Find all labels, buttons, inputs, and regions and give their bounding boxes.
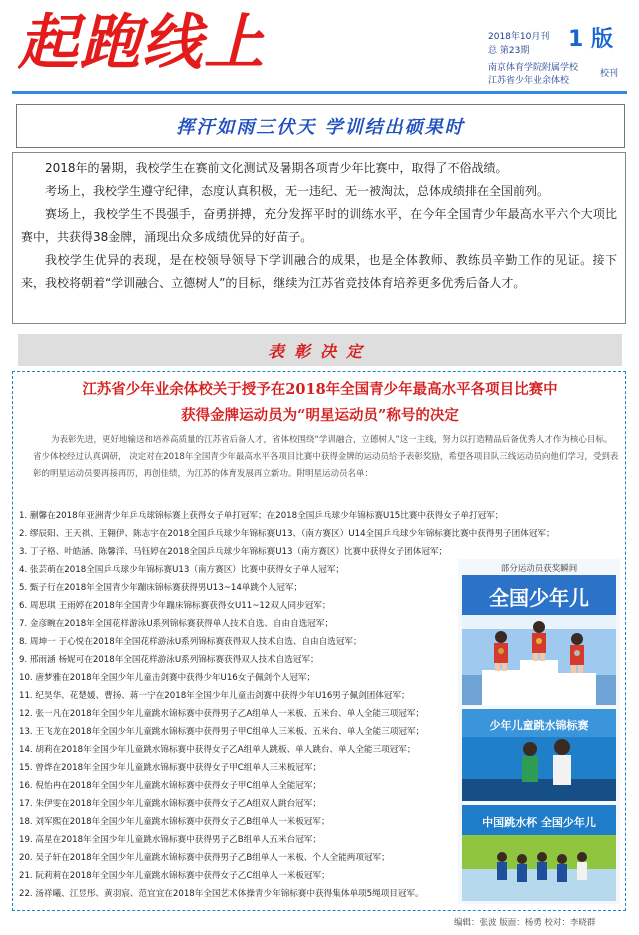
list-item: 17. 朱伊雯在2018年全国少年儿童跳水锦标赛中获得女子乙A组双人跳台冠军；: [19, 799, 321, 809]
school-tag: 校刊: [600, 69, 619, 79]
footer-credits: 编辑：张波 版面：杨勇 校对：李晓群: [454, 918, 596, 928]
list-item: 4. 张芸萌在2018全国乒乓球少年锦标赛U13（南方赛区）比赛中获得女子单人冠军；: [19, 565, 345, 575]
list-item: 5. 甄子行在2018年全国青少年蹦床锦标赛获得男U13~14单跳个人冠军；: [19, 583, 303, 593]
headline-box: [16, 104, 625, 148]
decision-title-line-1: 江苏省少年业余体校关于授予在2018年全国青少年最高水平各项目比赛中: [82, 381, 558, 398]
intro-paragraph: 我校学生优异的表现，是在校领导领导下学训融合的成果，也是全体教师、教练员辛勤工作的见证。接下来，我校将朝着“学训融合、立德树人”的目标，继续为江苏省竞技体育培养更多优秀后备人才。: [21, 253, 617, 290]
list-item: 15. 曾烨在2018年全国少年儿童跳水锦标赛中获得女子甲C组单人三米板冠军；: [19, 763, 322, 773]
intro-article: [12, 152, 626, 324]
list-item: 9. 邢雨涵 杨妮可在2018年全国花样游泳U系列锦标赛获得双人技术自选冠军；: [19, 655, 319, 665]
school-name-1: 南京体育学院附属学校: [488, 63, 579, 73]
intro-paragraph: 考场上，我校学生遵守纪律，态度认真积极，无一违纪、无一被淘汰，总体成绩排在全国前列。: [45, 184, 550, 198]
intro-paragraph: 赛场上，我校学生不畏强手，奋勇拼搏，充分发挥平时的训练水平，在今年全国青少年最高水平六个大项比赛中，共获得38金牌，涌现出众多成绩优异的好苗子。: [21, 207, 617, 244]
list-item: 2. 缪辰阳、王天祺、王翱伊、陈志宇在2018全国乒乓球少年锦标赛U13、（南方赛区）U14全国乒乓球少年锦标赛比赛中获得男子团体冠军；: [19, 529, 555, 539]
podium-photo-illustration: [462, 575, 616, 705]
team-photo: [462, 805, 616, 901]
list-item: 18. 刘军熙在2018年全国少年儿童跳水锦标赛中获得女子乙B组单人一米板冠军；: [19, 817, 330, 827]
list-item: 8. 周坤一 于心悦在2018年全国花样游泳U系列锦标赛获得双人技术自选、自由自选冠军；: [19, 637, 362, 647]
podium-photo: [462, 575, 616, 705]
masthead-title: 起跑线上: [18, 8, 266, 78]
coach-photo: [462, 709, 616, 801]
award-banner: [18, 334, 622, 366]
team-photo-illustration: [462, 805, 616, 901]
list-item: 10. 唐梦雅在2018年全国少年儿童击剑赛中获得少年U16女子佩剑个人冠军；: [19, 673, 316, 683]
podium-banner-text: 全国少年儿: [489, 586, 589, 610]
intro-paragraph: 2018年的暑期，我校学生在赛前文化测试及暑期各项青少年比赛中，取得了不俗战绩。: [45, 161, 508, 175]
headline: 挥汗如雨三伏天 学训结出硕果时: [176, 117, 465, 138]
list-item: 20. 吴子轩在2018年全国少年儿童跳水锦标赛中获得男子乙B组单人一米板、个人全能两项冠军；: [19, 853, 390, 863]
decision-preface: 为表彰先进，更好地输送和培养高质量的江苏省后备人才，省体校围绕“学训融合，立德树人”这一主线，努力以打造精品后备优秀人才作为核心目标。省少体校经过认真调研， 决定对在2018年全国青少年最高水平各项目比赛中获得金牌的运动员给予表彰奖励，希望各项目队三线运动员向他们学习，受到表彰的明星运动员要再接再厉，再创佳绩，为江苏的体育发展再立新功。附明星运动员名单：: [33, 435, 619, 479]
list-item: 1. 蒯馨在2018年亚洲青少年乒乓球锦标赛上获得女子单打冠军；在2018全国乒乓球少年锦标赛U15比赛中获得女子单打冠军；: [19, 511, 504, 521]
photo-panel: [458, 559, 620, 904]
list-item: 13. 王飞龙在2018年全国少年儿童跳水锦标赛中获得男子甲C组单人三米板、五米台、单人全能三项冠军；: [19, 727, 425, 737]
list-item: 14. 胡莉在2018年全国少年儿童跳水锦标赛中获得女子乙A组单人跳板、单人跳台、单人全能三项冠军；: [19, 745, 416, 755]
list-item: 16. 倪怡冉在2018年全国少年儿童跳水锦标赛中获得女子甲C组单人全能冠军；: [19, 781, 322, 791]
list-item: 22. 汤祥曦、江昱彤、黄羽宸、范宜宜在2018年全国艺术体操青少年锦标赛中获得集体单项5绳项目冠军。: [19, 889, 424, 899]
list-item: 3. 丁子格、叶皓涵、陈馨洋、马钰婷在2018全国乒乓球少年锦标赛U13（南方赛区）比赛中获得女子团体冠军；: [19, 547, 448, 557]
photo-caption: 部分运动员获奖瞬间: [500, 564, 578, 574]
edition-label: 1 版: [568, 27, 613, 52]
issue-total: 总 第23期: [488, 46, 530, 56]
list-item: 11. 纪昊华、花楚媛、曹扬、蒋一宁在2018年全国少年儿童击剑赛中获得少年U16男子佩剑团体冠军；: [19, 691, 410, 701]
issue-info: [488, 30, 549, 58]
school-names: [488, 62, 578, 88]
coach-banner-text: 少年儿童跳水锦标赛: [489, 719, 589, 732]
list-item: 7. 金彦畹在2018年全国花样游泳U系列锦标赛获得单人技术自选、自由自选冠军；: [19, 619, 334, 629]
masthead-rule: [12, 91, 627, 94]
award-banner-title: 表彰决定: [267, 341, 372, 361]
issue-date: 2018年10月刊: [488, 32, 550, 42]
coach-photo-illustration: [462, 709, 616, 801]
list-item: 6. 周思琪 王雨婷在2018年全国青少年蹦床锦标赛获得女U11~12双人同步冠军；: [19, 601, 331, 611]
decision-title-line-2: 获得金牌运动员为“明星运动员”称号的决定: [181, 407, 459, 424]
list-item: 21. 阮莉莉在2018年全国少年儿童跳水锦标赛中获得女子乙C组单人一米板冠军；: [19, 871, 330, 881]
list-item: 12. 张一凡在2018年全国少年儿童跳水锦标赛中获得男子乙A组单人一米板、五米台、单人全能三项冠军；: [19, 709, 425, 719]
school-name-2: 江苏省少年业余体校: [488, 76, 570, 86]
team-banner-text: 中国跳水杯 全国少年儿: [482, 816, 596, 829]
list-item: 19. 高星在2018年全国少年儿童跳水锦标赛中获得男子乙B组单人五米台冠军；: [19, 835, 321, 845]
